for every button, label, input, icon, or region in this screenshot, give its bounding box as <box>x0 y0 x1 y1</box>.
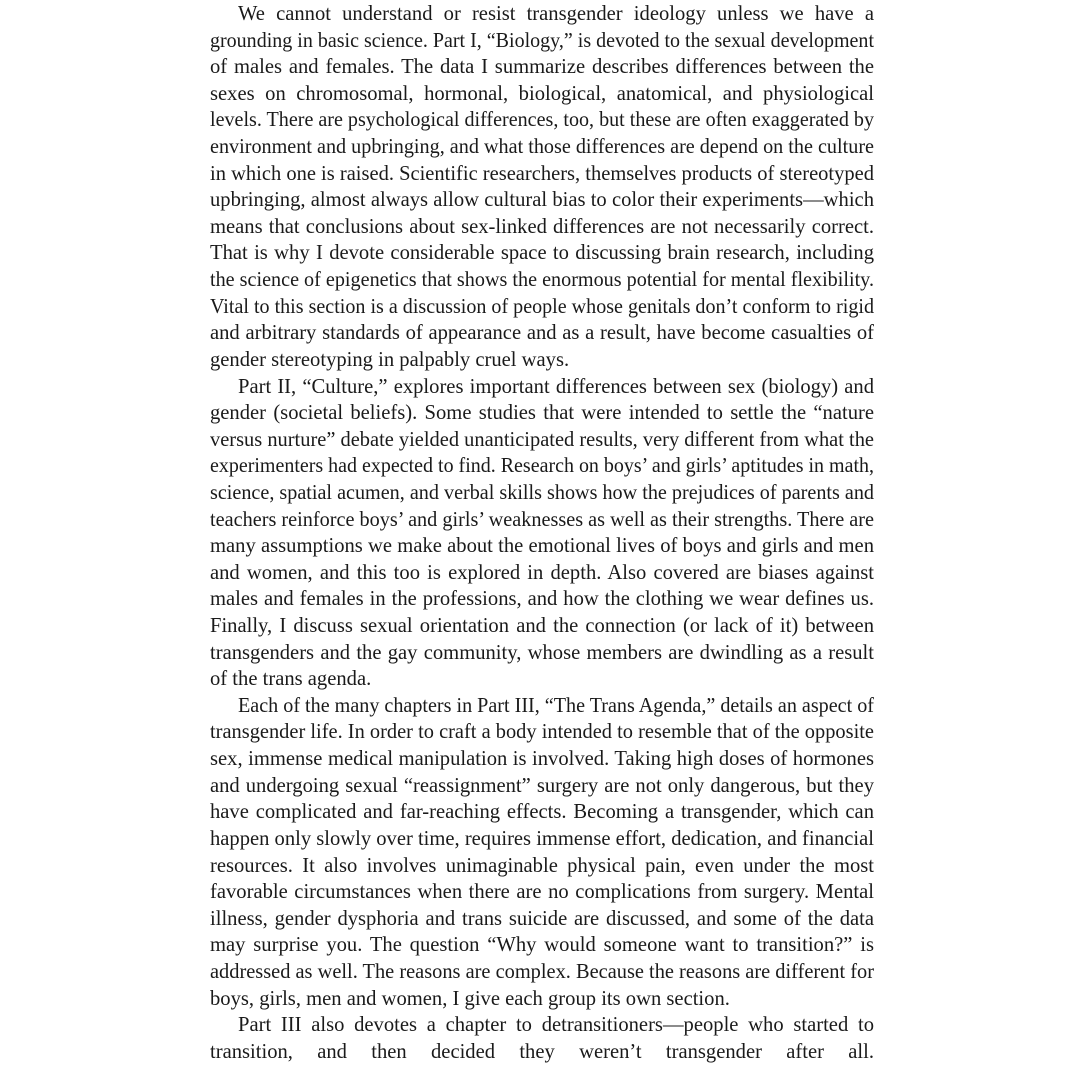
text-line: teachers reinforce boys’ and girls’ weaknesses as well as their strengths. There are <box>210 508 874 531</box>
text-line: illness, gender dysphoria and trans suicide are discussed, and some of the data <box>210 907 874 930</box>
paragraph <box>210 374 874 693</box>
text-line: Part II, “Culture,” explores important differences between sex (biology) and <box>238 375 874 398</box>
text-line: experimenters had expected to find. Research on boys’ and girls’ aptitudes in math, <box>210 455 874 478</box>
text-line: and arbitrary standards of appearance and as a result, have become casualties of <box>210 322 874 345</box>
text-line: have complicated and far-reaching effects. Becoming a transgender, which can <box>210 801 874 824</box>
document-page <box>210 1 874 1065</box>
paragraph <box>210 1 874 374</box>
text-line: Each of the many chapters in Part III, “The Trans Agenda,” details an aspect of <box>238 694 874 717</box>
text-line: environment and upbringing, and what those differences are depend on the culture <box>210 136 874 159</box>
text-line: resources. It also involves unimaginable physical pain, even under the most <box>210 854 874 877</box>
text-line: may surprise you. The question “Why would someone want to transition?” is <box>210 934 874 957</box>
text-line: gender (societal beliefs). Some studies that were intended to settle the “nature <box>210 402 874 425</box>
text-line: many assumptions we make about the emotional lives of boys and girls and men <box>210 535 874 558</box>
text-line: boys, girls, men and women, I give each group its own section. <box>210 987 730 1010</box>
text-line: Finally, I discuss sexual orientation and the connection (or lack of it) between <box>210 615 874 638</box>
text-line: grounding in basic science. Part I, “Biology,” is devoted to the sexual development <box>210 29 874 52</box>
paragraph <box>210 1012 874 1065</box>
text-line: gender stereotyping in palpably cruel ways. <box>210 348 570 371</box>
text-line: levels. There are psychological differences, too, but these are often exaggerated by <box>210 109 874 132</box>
text-line: of the trans agenda. <box>210 668 372 691</box>
text-line: happen only slowly over time, requires immense effort, dedication, and financial <box>210 827 874 850</box>
text-line: We cannot understand or resist transgender ideology unless we have a <box>238 3 874 25</box>
text-line: means that conclusions about sex-linked differences are not necessarily correct. <box>210 215 874 238</box>
text-line: upbringing, almost always allow cultural bias to color their experiments—which <box>210 189 874 212</box>
text-line: Vital to this section is a discussion of people whose genitals don’t conform to rigid <box>210 295 874 318</box>
text-line: science, spatial acumen, and verbal skills shows how the prejudices of parents and <box>210 481 874 504</box>
text-line: favorable circumstances when there are no complications from surgery. Mental <box>210 881 874 904</box>
text-line: transgender life. In order to craft a body intended to resemble that of the opposite <box>210 721 874 744</box>
text-line: addressed as well. The reasons are complex. Because the reasons are different for <box>210 960 874 983</box>
text-line: transition, and then decided they weren’t transgender after all. <box>210 1040 874 1063</box>
text-line: of males and females. The data I summarize describes differences between the <box>210 56 874 79</box>
text-line: the science of epigenetics that shows the enormous potential for mental flexibility. <box>210 269 874 292</box>
text-line: versus nurture” debate yielded unanticipated results, very different from what the <box>210 428 874 451</box>
text-line: and undergoing sexual “reassignment” surgery are not only dangerous, but they <box>210 774 874 797</box>
text-line: Part III also devotes a chapter to detransitioners—people who started to <box>238 1014 874 1037</box>
paragraph <box>210 693 874 1012</box>
text-line: That is why I devote considerable space to discussing brain research, including <box>210 242 874 265</box>
text-line: males and females in the professions, and how the clothing we wear defines us. <box>210 588 874 611</box>
text-line: in which one is raised. Scientific researchers, themselves products of stereotyped <box>210 162 874 185</box>
text-line: sexes on chromosomal, hormonal, biological, anatomical, and physiological <box>210 82 874 105</box>
text-line: and women, and this too is explored in depth. Also covered are biases against <box>210 561 874 584</box>
text-line: sex, immense medical manipulation is involved. Taking high doses of hormones <box>210 748 874 771</box>
text-line: transgenders and the gay community, whose members are dwindling as a result <box>210 641 874 664</box>
